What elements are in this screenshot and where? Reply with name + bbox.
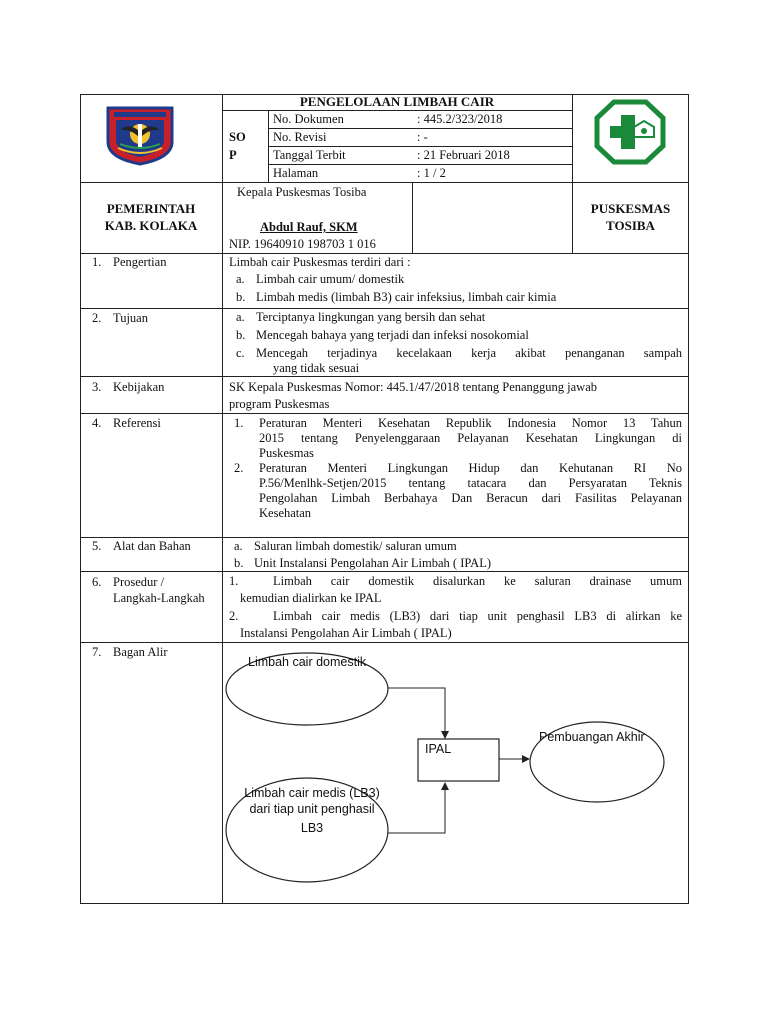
page-label: Halaman: [273, 166, 319, 180]
doc-number-value: : 445.2/323/2018: [417, 112, 503, 126]
list-marker: c.: [236, 346, 245, 360]
reference-line: Kesehatan: [259, 506, 312, 520]
left-org-line2: KAB. KOLAKA: [104, 218, 198, 233]
list-item: Mencegah terjadinya kecelakaan kerja akibat penanganan sampah: [256, 346, 682, 360]
signatory-name: Abdul Rauf, SKM: [260, 220, 358, 234]
doc-number-label: No. Dokumen: [273, 112, 344, 126]
flow-label-ipal: IPAL: [425, 742, 452, 756]
section-label-bagan: Bagan Alir: [113, 645, 168, 659]
section-label-alat: Alat dan Bahan: [113, 539, 191, 553]
list-marker: a.: [236, 310, 245, 324]
list-marker: a.: [236, 272, 245, 286]
section-label-kebijakan: Kebijakan: [113, 380, 165, 394]
procedure-line: Instalansi Pengolahan Air Limbah ( IPAL): [240, 626, 452, 640]
section-label-tujuan: Tujuan: [113, 311, 148, 325]
list-marker: b.: [236, 290, 246, 304]
sop-label-line1: SO: [229, 130, 246, 144]
kolaka-emblem-logo: [104, 104, 176, 166]
flowchart: [222, 643, 688, 903]
section-number: 7.: [92, 645, 102, 659]
flow-label-medis: Limbah cair medis (LB3): [244, 786, 380, 800]
reference-line: Puskesmas: [259, 446, 314, 460]
list-marker: b.: [234, 556, 244, 570]
section-number: 3.: [92, 380, 102, 394]
list-item: Limbah cair umum/ domestik: [256, 272, 405, 286]
pengertian-intro: Limbah cair Puskesmas terdiri dari :: [229, 255, 411, 269]
sop-label-line2: P: [229, 148, 237, 162]
list-marker: a.: [234, 539, 243, 553]
issue-date-label: Tanggal Terbit: [273, 148, 346, 162]
signatory-nip: NIP. 19640910 198703 1 016: [229, 237, 376, 251]
kebijakan-line1: SK Kepala Puskesmas Nomor: 445.1/47/2018 tentang Penanggung jawab: [229, 380, 598, 394]
document-title: PENGELOLAAN LIMBAH CAIR: [299, 94, 495, 109]
section-label-referensi: Referensi: [113, 416, 161, 430]
kebijakan-line2: program Puskesmas: [229, 397, 330, 411]
flow-label-medis: LB3: [300, 821, 324, 835]
reference-line: Pengolahan Limbah Berbahaya Dan Beracun dari Fasilitas Pelayanan: [259, 491, 682, 505]
procedure-line: Limbah cair medis (LB3) dari tiap unit penghasil LB3 di alirkan ke: [273, 609, 682, 623]
section-number: 4.: [92, 416, 102, 430]
section-label-prosedur-line1: Prosedur /: [113, 575, 165, 589]
list-marker: 2.: [234, 461, 244, 475]
flow-label-akhir: Pembuangan Akhir: [539, 730, 645, 744]
list-marker: 2.: [229, 609, 239, 623]
page-value: : 1 / 2: [417, 166, 446, 180]
flow-arrow-medis-ipal: [388, 783, 445, 833]
list-item: Mencegah bahaya yang terjadi dan infeksi nosokomial: [256, 328, 529, 342]
section-number: 5.: [92, 539, 102, 553]
flow-label-medis: dari tiap unit penghasil: [249, 802, 375, 816]
list-marker: b.: [236, 328, 246, 342]
signatory-position: Kepala Puskesmas Tosiba: [237, 185, 367, 199]
list-item: Limbah medis (limbah B3) cair infeksius, limbah cair kimia: [256, 290, 557, 304]
section-number: 6.: [92, 575, 102, 589]
procedure-line: kemudian dialirkan ke IPAL: [240, 591, 382, 605]
issue-date-value: : 21 Februari 2018: [417, 148, 510, 162]
section-number: 2.: [92, 311, 102, 325]
procedure-line: Limbah cair domestik disalurkan ke saluran drainase umum: [273, 574, 682, 588]
right-org-line1: PUSKESMAS: [590, 201, 671, 216]
right-org-line2: TOSIBA: [606, 218, 655, 233]
flow-arrow-domestik-ipal: [388, 688, 445, 738]
left-org-line1: PEMERINTAH: [106, 201, 196, 216]
flow-label-domestik: Limbah cair domestik: [248, 655, 367, 669]
section-label-pengertian: Pengertian: [113, 255, 167, 269]
revision-value: : -: [417, 130, 428, 144]
list-item: Unit Instalansi Pengolahan Air Limbah ( IPAL): [254, 556, 492, 570]
list-marker: 1.: [229, 574, 239, 588]
reference-line: P.56/Menlhk-Setjen/2015 tentang tatacara dan Persyaratan Teknis: [259, 476, 682, 490]
revision-label: No. Revisi: [273, 130, 327, 144]
reference-line: Peraturan Menteri Lingkungan Hidup dan Kehutanan RI No: [259, 461, 682, 475]
reference-line: Peraturan Menteri Kesehatan Republik Indonesia Nomor 13 Tahun: [259, 416, 682, 430]
section-number: 1.: [92, 255, 102, 269]
puskesmas-logo: [594, 99, 666, 165]
list-item: Terciptanya lingkungan yang bersih dan sehat: [256, 310, 486, 324]
section-label-prosedur-line2: Langkah-Langkah: [113, 591, 205, 605]
list-marker: 1.: [234, 416, 244, 430]
reference-line: 2015 tentang Penyelenggaraan Pelayanan Kesehatan Lingkungan di: [259, 431, 682, 445]
list-item-continuation: yang tidak sesuai: [273, 361, 360, 375]
list-item: Saluran limbah domestik/ saluran umum: [254, 539, 457, 553]
